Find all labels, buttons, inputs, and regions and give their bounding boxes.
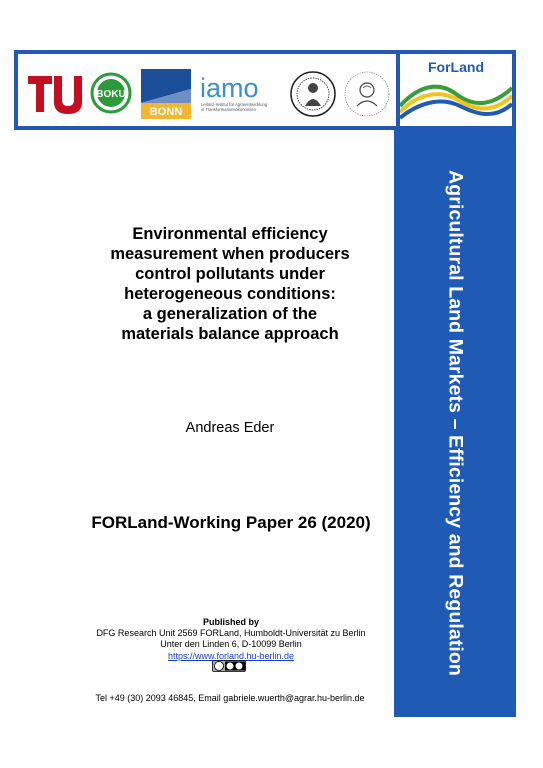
working-paper-number: FORLand-Working Paper 26 (2020) bbox=[91, 513, 371, 532]
publisher-line-2: Unter den Linden 6, D-10099 Berlin bbox=[160, 639, 302, 650]
iamo-subtitle-1: Leibniz-Institut für Agrarentwicklung bbox=[201, 102, 268, 107]
author-name: Andreas Eder bbox=[185, 420, 275, 436]
title-line: Environmental efficiency bbox=[132, 225, 328, 243]
forland-logo-text: ForLand bbox=[428, 59, 484, 75]
title-line: measurement when producers bbox=[110, 245, 350, 263]
title-line: a generalization of the bbox=[142, 305, 318, 323]
publisher-url-link[interactable]: https://www.forland.hu-berlin.de bbox=[167, 650, 295, 661]
publisher-line-1: DFG Research Unit 2569 FORLand, Humboldt-Universität zu Berlin bbox=[96, 628, 366, 639]
uni-bonn-logo bbox=[141, 69, 191, 119]
title-line: materials balance approach bbox=[121, 325, 339, 343]
bonn-label: BONN bbox=[149, 106, 183, 118]
university-seal-logo bbox=[289, 70, 337, 118]
tu-berlin-label: berlin bbox=[63, 86, 69, 102]
title-line: heterogeneous conditions: bbox=[124, 285, 336, 303]
iamo-label: iamo bbox=[200, 73, 259, 103]
boku-label: BOKU bbox=[96, 89, 126, 100]
contact-line: Tel +49 (30) 2093 46845, Email gabriele.wuerth@agrar.hu-berlin.de bbox=[95, 693, 365, 703]
tu-berlin-logo bbox=[26, 74, 84, 114]
title-line: control pollutants under bbox=[135, 265, 325, 283]
paper-title bbox=[60, 224, 400, 344]
cc-by-license-icon bbox=[212, 660, 246, 672]
boku-logo bbox=[90, 72, 132, 114]
published-by-heading: Published by bbox=[202, 617, 259, 627]
iamo-subtitle-2: in Transformationsökonomien bbox=[201, 107, 256, 112]
series-vertical-title: Agricultural Land Markets – Efficiency and Regulation bbox=[444, 170, 467, 676]
humboldt-university-seal-logo bbox=[343, 70, 391, 118]
iamo-logo bbox=[198, 73, 282, 115]
forland-logo bbox=[400, 54, 512, 126]
publisher-block bbox=[60, 617, 402, 662]
